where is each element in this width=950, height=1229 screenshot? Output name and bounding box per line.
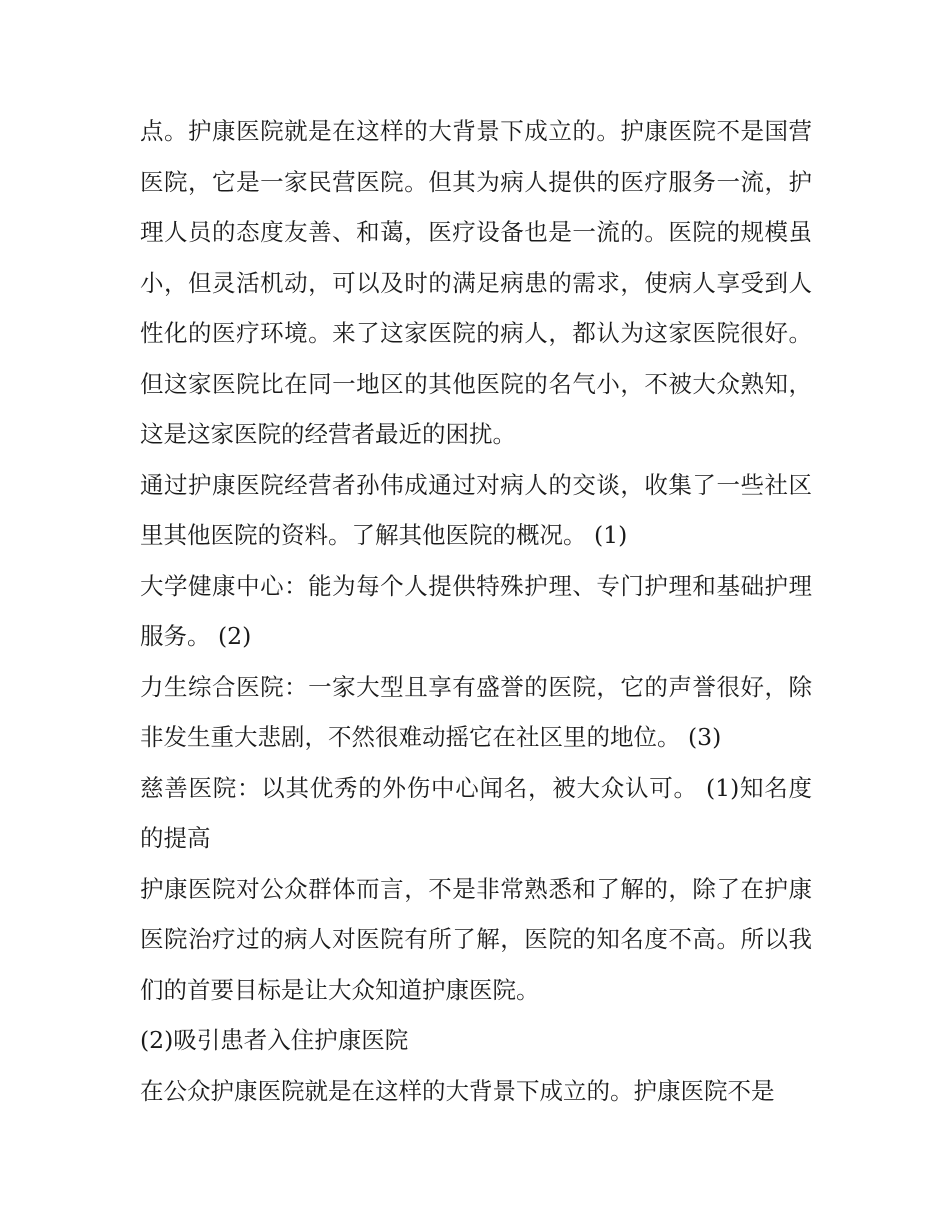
paragraph-hospital-background: 点。护康医院就是在这样的大背景下成立的。护康医院不是国营医院，它是一家民营医院。但其为病人提供的医疗服务一流，护理人员的态度友善、和蔼，医疗设备也是一流的。医院的规模虽小，但灵活机动，可以及时的满足病患的需求，使病人享受到人性化的医疗环境。来了这家医院的病人，都认为这家医院很好。但这家医院比在同一地区的其他医院的名气小，不被大众熟知，这是这家医院的经营者最近的困扰。 — [140, 117, 812, 448]
paragraph-university-health-center: 大学健康中心：能为每个人提供特殊护理、专门护理和基础护理服务。 (2) — [140, 571, 812, 650]
document-body — [140, 106, 812, 1116]
paragraph-awareness-goal: 护康医院对公众群体而言，不是非常熟悉和了解的，除了在护康医院治疗过的病人对医院有所了解，医院的知名度不高。所以我们的首要目标是让大众知道护康医院。 — [140, 874, 812, 1004]
paragraph-survey-intro: 通过护康医院经营者孙伟成通过对病人的交谈，收集了一些社区里其他医院的资料。了解其他医院的概况。 (1) — [140, 470, 812, 549]
paragraph-continuation: 在公众护康医院就是在这样的大背景下成立的。护康医院不是 — [140, 1076, 775, 1105]
paragraph-charity-hospital: 慈善医院：以其优秀的外伤中心闻名，被大众认可。 (1)知名度的提高 — [140, 773, 812, 852]
paragraph-lisheng-general-hospital: 力生综合医院：一家大型且享有盛誉的医院，它的声誉很好，除非发生重大悲剧，不然很难动摇它在社区里的地位。 (3) — [140, 672, 812, 751]
heading-attract-patients: (2)吸引患者入住护康医院 — [140, 1026, 409, 1054]
